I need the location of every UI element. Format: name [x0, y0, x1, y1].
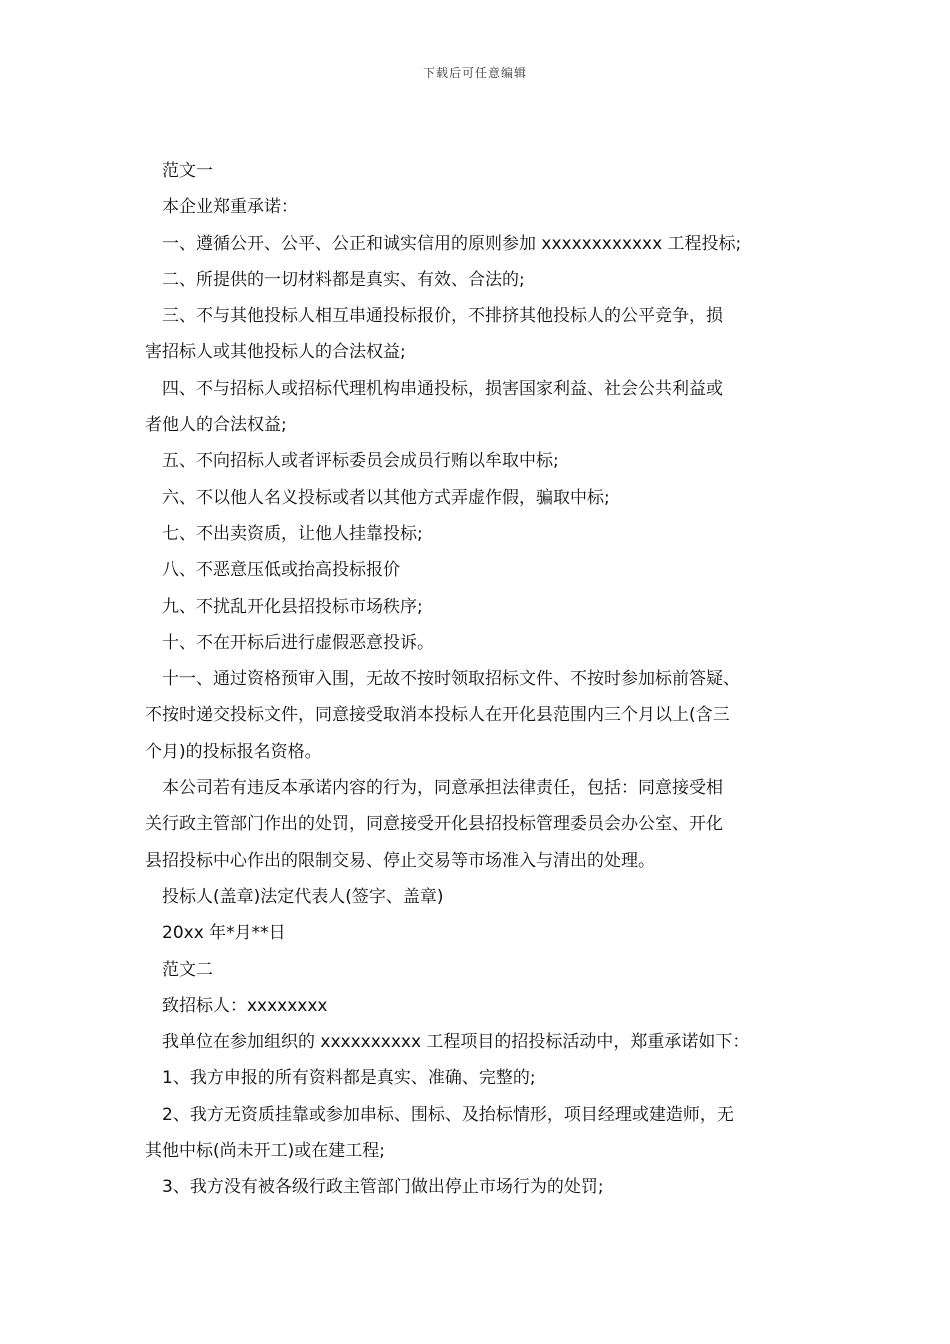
- text-line: 八、不恶意压低或抬高投标报价: [162, 560, 400, 581]
- signature-line: 投标人(盖章)法定代表人(签字、盖章): [162, 886, 444, 907]
- text-line: 1、我方申报的所有资料都是真实、准确、完整的;: [162, 1068, 536, 1089]
- text-line: 本企业郑重承诺：: [162, 197, 298, 218]
- page-header: 下载后可任意编辑: [422, 66, 527, 80]
- text-line: 十一、通过资格预审入围，无故不按时领取招标文件、不按时参加标前答疑、: [162, 669, 740, 690]
- text-line: 二、所提供的一切材料都是真实、有效、合法的;: [162, 269, 525, 290]
- section-title: 范文二: [162, 959, 213, 980]
- text-line: 害招标人或其他投标人的合法权益;: [145, 342, 406, 363]
- text-line: 本公司若有违反本承诺内容的行为，同意承担法律责任，包括：同意接受相: [162, 778, 723, 799]
- text-line: 其他中标(尚未开工)或在建工程;: [145, 1141, 385, 1162]
- text-line: 范文一: [162, 161, 213, 181]
- text-line: 四、不与招标人或招标代理机构串通投标，损害国家利益、社会公共利益或: [162, 378, 723, 399]
- date-line: 20xx 年*月**日: [162, 923, 286, 944]
- text-line: 致招标人：xxxxxxxx: [162, 995, 328, 1016]
- text-line: 十、不在开标后进行虚假恶意投诉。: [162, 632, 434, 653]
- text-line: 一、遵循公开、公平、公正和诚实信用的原则参加 xxxxxxxxxxxx 工程投标;: [162, 233, 742, 254]
- text-line: 不按时递交投标文件，同意接受取消本投标人在开化县范围内三个月以上(含三: [145, 705, 730, 726]
- text-line: 2、我方无资质挂靠或参加串标、围标、及抬标情形，项目经理或建造师，无: [162, 1104, 734, 1125]
- text-line: 五、不向招标人或者评标委员会成员行贿以牟取中标;: [162, 451, 559, 472]
- text-line: 个月)的投标报名资格。: [145, 741, 322, 762]
- text-line: 三、不与其他投标人相互串通投标报价，不排挤其他投标人的公平竞争，损: [162, 306, 723, 327]
- text-line: 关行政主管部门作出的处罚，同意接受开化县招投标管理委员会办公室、开化: [145, 814, 723, 835]
- text-line: 者他人的合法权益;: [145, 415, 287, 436]
- text-line: 九、不扰乱开化县招投标市场秩序;: [162, 596, 423, 617]
- text-line: 县招投标中心作出的限制交易、停止交易等市场准入与清出的处理。: [145, 850, 655, 871]
- document-body: [145, 153, 825, 1206]
- text-line: 我单位在参加组织的 xxxxxxxxxx 工程项目的招投标活动中，郑重承诺如下：: [162, 1032, 750, 1053]
- text-line: 3、我方没有被各级行政主管部门做出停止市场行为的处罚;: [162, 1177, 604, 1198]
- text-line: 七、不出卖资质，让他人挂靠投标;: [162, 523, 423, 544]
- text-line: 六、不以他人名义投标或者以其他方式弄虚作假，骗取中标;: [162, 487, 610, 508]
